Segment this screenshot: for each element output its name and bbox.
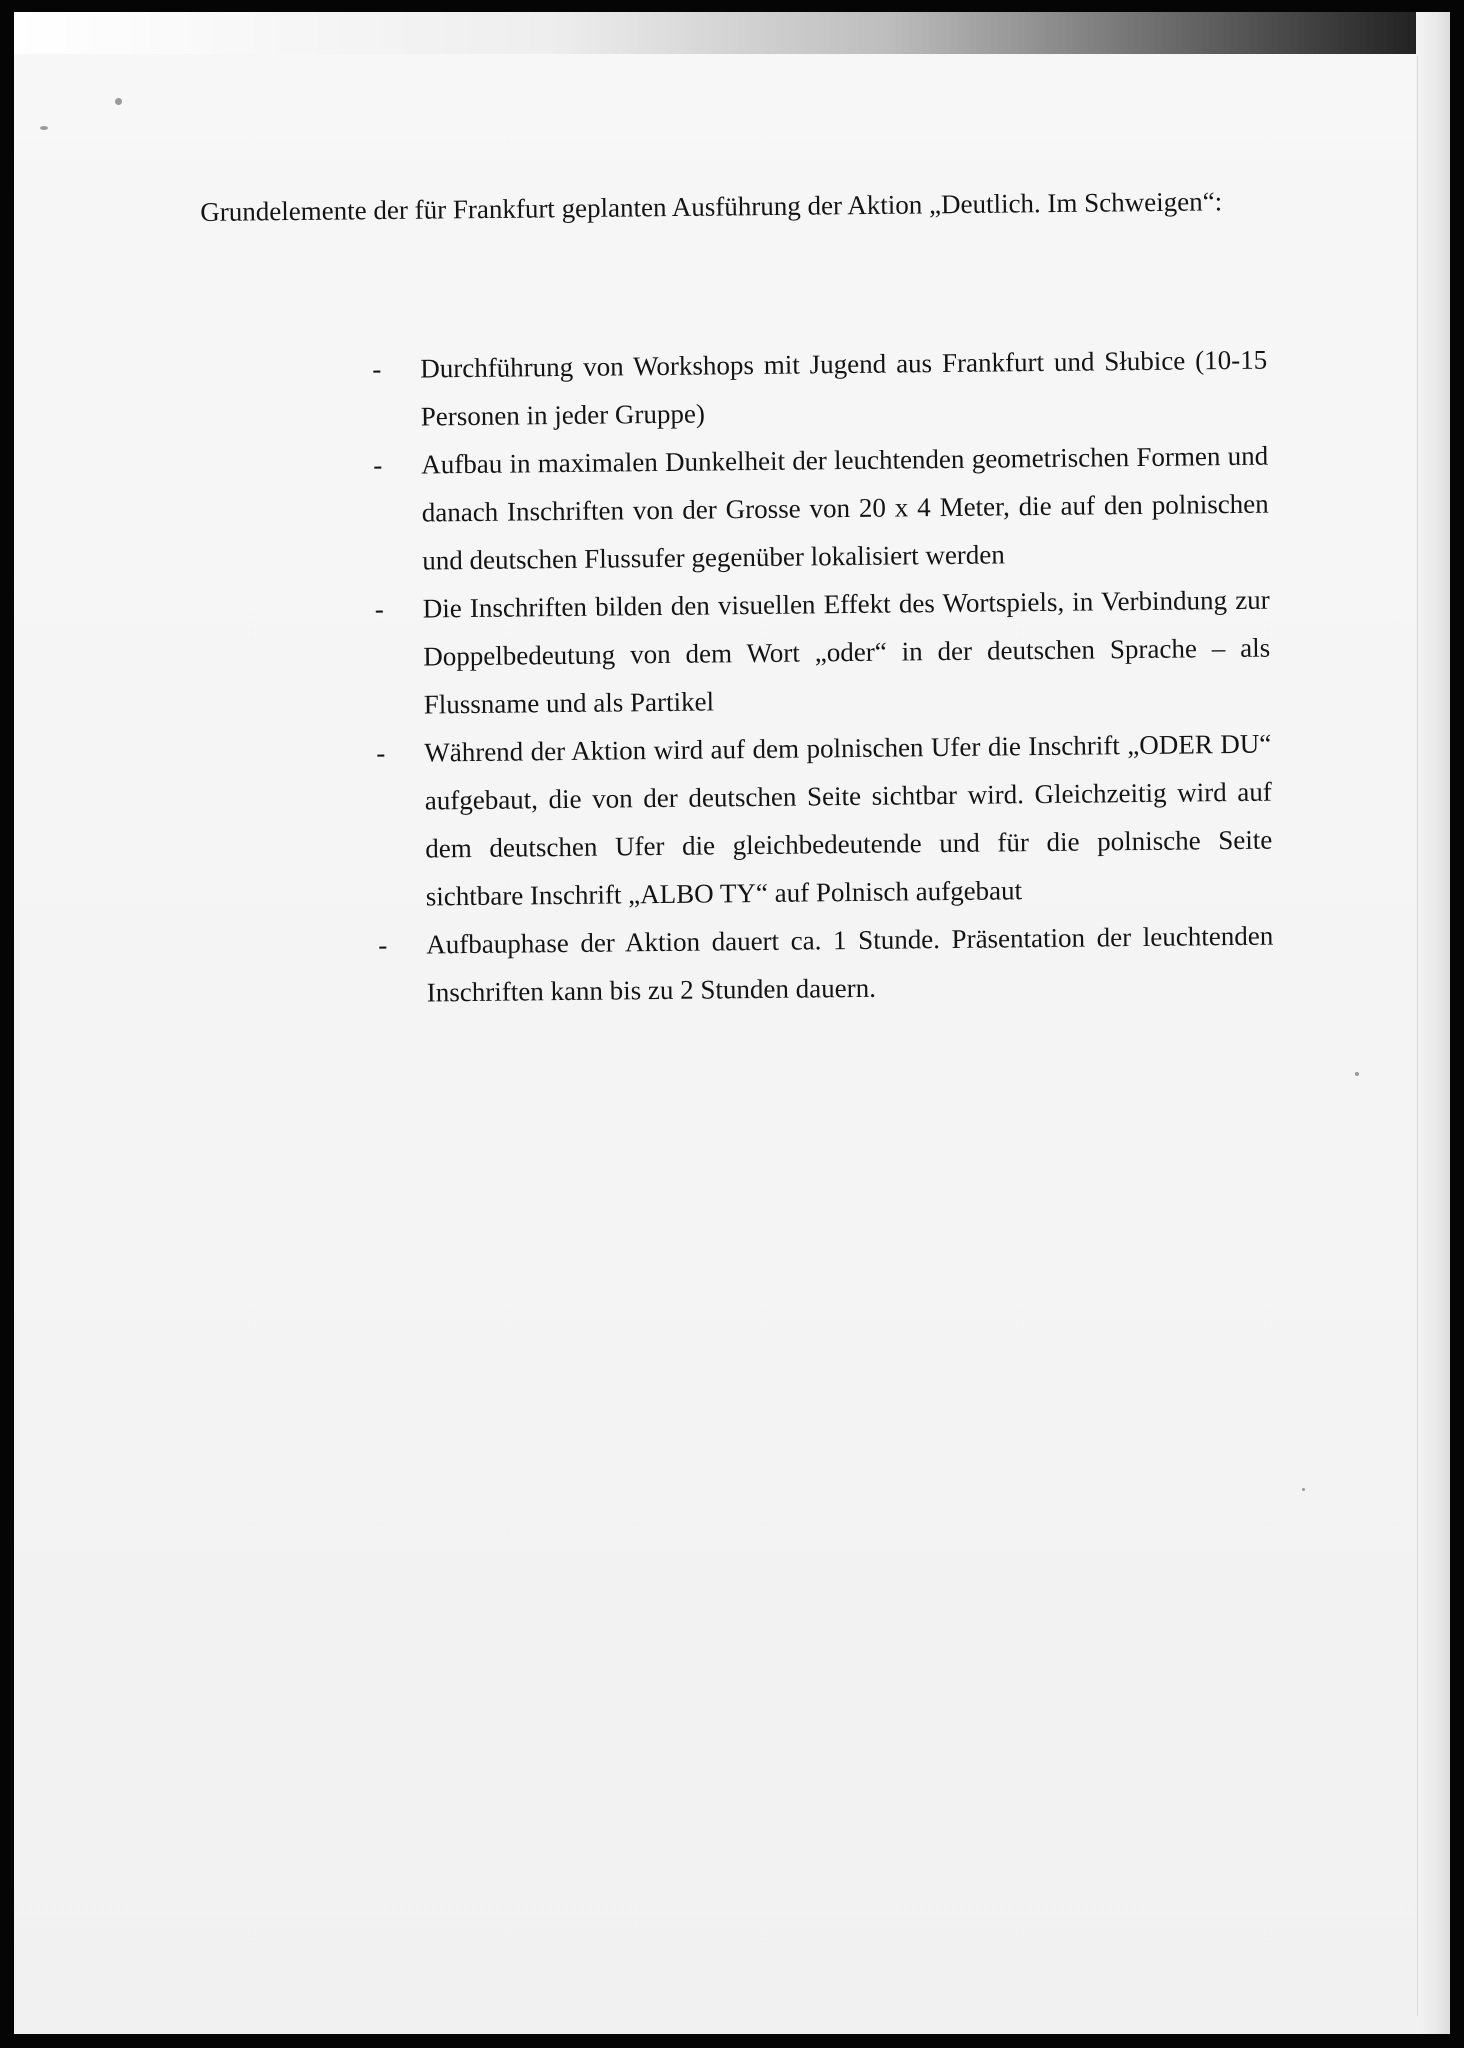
bullet-dash: -	[373, 449, 383, 480]
bullet-item-aufbau	[373, 432, 1269, 585]
bullet-dash: -	[372, 353, 382, 384]
paper-fold-line	[1417, 56, 1418, 2016]
scan-top-shadow	[14, 12, 1424, 54]
bullet-text: Die Inschriften bilden den visuellen Effekt des Wortspiels, in Verbindung zur Doppelbedeutung von dem Wort „oder“ in der deutschen Sprache – als Flussname und als Partikel	[422, 584, 1271, 720]
scan-speck	[1302, 1488, 1305, 1491]
bullet-dash: -	[378, 929, 388, 960]
bullet-item-wortspiel	[375, 576, 1271, 729]
bullet-text: Während der Aktion wird auf dem polnischen Ufer die Inschrift „ODER DU“ aufgebaut, die von der deutschen Seite sichtbar wird. Gleichzeitig wird auf dem deutschen Ufer die gleichbedeutende und für die polnische Seite sichtbare Inschrift „ALBO TY“ auf Polnisch aufgebaut	[424, 728, 1273, 912]
paper-page	[14, 12, 1450, 2034]
bullet-text: Aufbauphase der Aktion dauert ca. 1 Stunde. Präsentation der leuchtenden Inschriften kann bis zu 2 Stunden dauern.	[426, 920, 1274, 1008]
scan-speck	[1355, 1072, 1358, 1075]
paper-right-edge	[1416, 12, 1450, 2034]
bullet-text: Aufbau in maximalen Dunkelheit der leuchtenden geometrischen Formen und danach Inschriften von der Grosse von 20 x 4 Meter, die auf den polnischen und deutschen Flussufer gegenüber lokalisiert werden	[421, 440, 1269, 576]
bullet-item-workshops	[372, 336, 1268, 441]
bullet-text: Durchführung von Workshops mit Jugend aus Frankfurt und Słubice (10-15 Personen in jeder Gruppe)	[420, 344, 1268, 432]
scan-speck	[115, 98, 122, 105]
scan-speck	[40, 126, 48, 130]
bullet-item-inschriften	[376, 720, 1273, 921]
bullet-list	[372, 336, 1274, 1017]
bullet-item-dauer	[378, 912, 1274, 1017]
bullet-dash: -	[376, 737, 386, 768]
intro-paragraph: Grundelemente der für Frankfurt geplanten Ausführung der Aktion „Deutlich. Im Schweigen“:	[200, 186, 1223, 227]
bullet-dash: -	[374, 593, 384, 624]
